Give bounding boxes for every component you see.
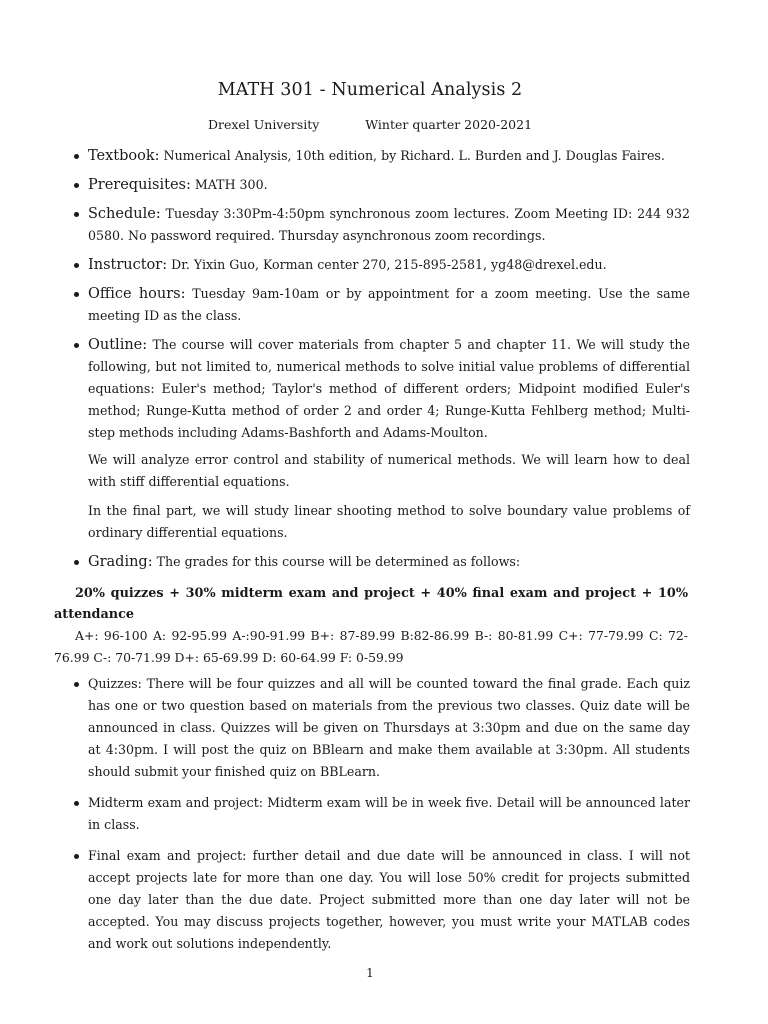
item-text: Tuesday 9am-10am or by appointment for a zoom meeting. Use the same meeting ID as the class. <box>88 286 690 323</box>
bullet-icon <box>74 263 79 268</box>
item-text: MATH 300. <box>190 177 268 192</box>
bullet-icon <box>74 154 79 159</box>
item-text: Final exam and project: further detail and due date will be announced in class. I will not accept projects late for more than one day. You will lose 50% credit for projects submitted one day later than the due date. Project submitted more than one day later will not be accepted. You may discuss projects together, however, you must write your MATLAB codes and work out solutions independently. <box>88 848 690 951</box>
list-item-office-hours <box>73 283 690 327</box>
list-item-instructor <box>73 254 690 276</box>
item-text: Dr. Yixin Guo, Korman center 270, 215-895-2581, yg48@drexel.edu. <box>167 257 607 272</box>
item-lead: Textbook: <box>88 148 160 164</box>
grading-formula: 20% quizzes + 30% midterm exam and project + 40% final exam and project + 10% attendance <box>54 586 688 622</box>
university-name: Drexel University <box>207 117 320 132</box>
list-item-textbook <box>73 145 690 167</box>
item-lead: Outline: <box>88 337 148 353</box>
page-title: MATH 301 - Numerical Analysis 2 <box>217 80 523 100</box>
item-text: The course will cover materials from chapter 5 and chapter 11. We will study the following, but not limited to, numerical methods to solve initial value problems of differential equations: Euler's method; Taylor's method of different orders; Midpoint modified Euler's method; Runge-Kutta method of order 2 and order 4; Runge-Kutta Fehlberg method; Multi-step methods including Adams-Bashforth and Adams-Moulton. <box>88 337 690 440</box>
item-lead: Schedule: <box>88 206 161 222</box>
bullet-icon <box>74 212 79 217</box>
assessment-details-list <box>73 673 690 964</box>
course-subtitle <box>0 117 740 132</box>
outline-paragraph: We will analyze error control and stability of numerical methods. We will learn how to deal with stiff differential equations. <box>88 452 690 489</box>
item-text: The grades for this course will be determined as follows: <box>152 554 521 569</box>
bullet-icon <box>74 801 79 806</box>
bullet-icon <box>74 292 79 297</box>
item-text: Numerical Analysis, 10th edition, by Richard. L. Burden and J. Douglas Faires. <box>159 148 665 163</box>
item-lead: Grading: <box>88 554 153 570</box>
bullet-icon <box>74 682 79 687</box>
page-number: 1 <box>366 966 374 980</box>
list-item-outline <box>73 334 690 444</box>
list-item-prerequisites <box>73 174 690 196</box>
item-text: Tuesday 3:30Pm-4:50pm synchronous zoom lectures. Zoom Meeting ID: 244 932 0580. No password required. Thursday asynchronous zoom recordings. <box>88 206 690 243</box>
list-item-grading <box>73 551 690 573</box>
item-text: Quizzes: There will be four quizzes and all will be counted toward the final grade. Each quiz has one or two question based on materials from the previous two classes. Quiz date will be announced in class. Quizzes will be given on Thursdays at 3:30pm and due on the same day at 4:30pm. I will post the quiz on BBlearn and make them available at 3:30pm. All students should submit your finished quiz on BBLearn. <box>88 676 690 779</box>
bullet-icon <box>74 560 79 565</box>
grade-scale: A+: 96-100 A: 92-95.99 A-:90-91.99 B+: 87-89.99 B:82-86.99 B-: 80-81.99 C+: 77-79.99 C: 72-76.99 C-: 70-71.99 D+: 65-69.99 D: 60-64.99 F: 0-59.99 <box>54 628 688 665</box>
item-lead: Prerequisites: <box>88 177 191 193</box>
bullet-icon <box>74 854 79 859</box>
list-item-quizzes <box>73 673 690 783</box>
list-item-schedule <box>73 203 690 247</box>
list-item-midterm <box>73 792 690 836</box>
item-lead: Office hours: <box>88 286 186 302</box>
bullet-icon <box>74 183 79 188</box>
course-info-list <box>73 145 690 580</box>
item-lead: Instructor: <box>88 257 168 273</box>
bullet-icon <box>74 343 79 348</box>
item-text: Midterm exam and project: Midterm exam will be in week five. Detail will be announced later in class. <box>88 795 690 832</box>
outline-paragraph: In the final part, we will study linear shooting method to solve boundary value problems of ordinary differential equations. <box>88 503 690 540</box>
term-label: Winter quarter 2020-2021 <box>365 117 533 132</box>
list-item-final <box>73 845 690 955</box>
